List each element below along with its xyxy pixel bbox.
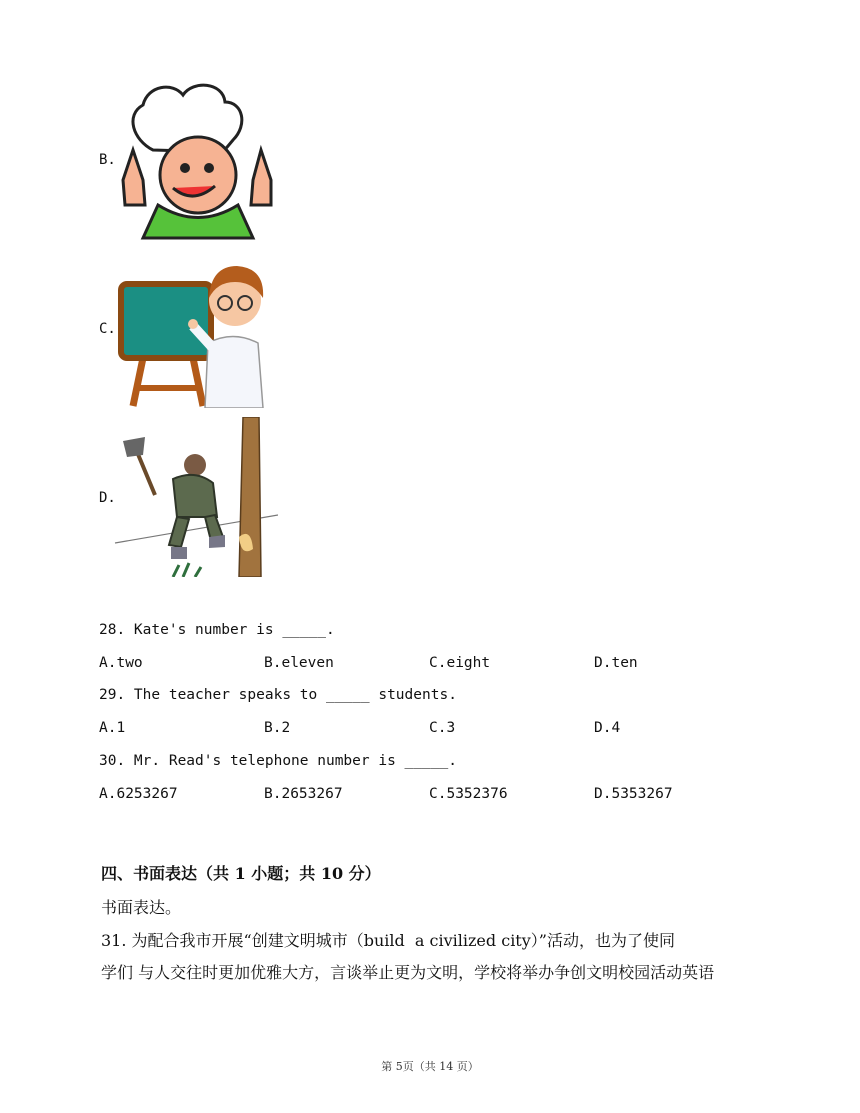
question-30-option-b: B.2653267 (264, 786, 343, 802)
page-footer: 第 5页（共 14 页） (381, 1060, 479, 1073)
question-30-option-a: A.6253267 (99, 786, 178, 802)
chef-thumbs-up-illustration (113, 80, 278, 240)
question-29-stem: 29. The teacher speaks to _____ students. (99, 687, 457, 703)
question-28-option-c: C.eight (429, 655, 491, 671)
question-30-option-c: C.5352376 (429, 786, 508, 802)
question-29-option-b: B.2 (264, 720, 291, 736)
question-30-stem: 30. Mr. Read's telephone number is _____. (99, 753, 457, 769)
question-29-option-d: D.4 (594, 720, 621, 736)
teacher-blackboard-illustration (113, 248, 278, 408)
section-heading: 四、书面表达（共 1 小题；共 10 分） (101, 864, 381, 883)
question-28-option-d: D.ten (594, 655, 638, 671)
question-28-option-a: A.two (99, 655, 143, 671)
option-c-label: C. (99, 321, 116, 337)
question-31-line-2: 学们 与人交往时更加优雅大方，言谈举止更为文明，学校将举办争创文明校园活动英语 (101, 963, 715, 982)
section-subheading: 书面表达。 (101, 898, 182, 917)
man-chopping-tree-illustration (113, 417, 278, 577)
question-31-line-1: 31. 为配合我市开展“创建文明城市（build a civilized city）”活动，也为了使同 (101, 931, 675, 950)
question-30-option-d: D.5353267 (594, 786, 673, 802)
option-d-label: D. (99, 490, 116, 506)
question-28-option-b: B.eleven (264, 655, 334, 671)
question-29-option-c: C.3 (429, 720, 456, 736)
question-28-stem: 28. Kate's number is _____. (99, 622, 335, 638)
option-b-label: B. (99, 152, 116, 168)
question-29-option-a: A.1 (99, 720, 126, 736)
